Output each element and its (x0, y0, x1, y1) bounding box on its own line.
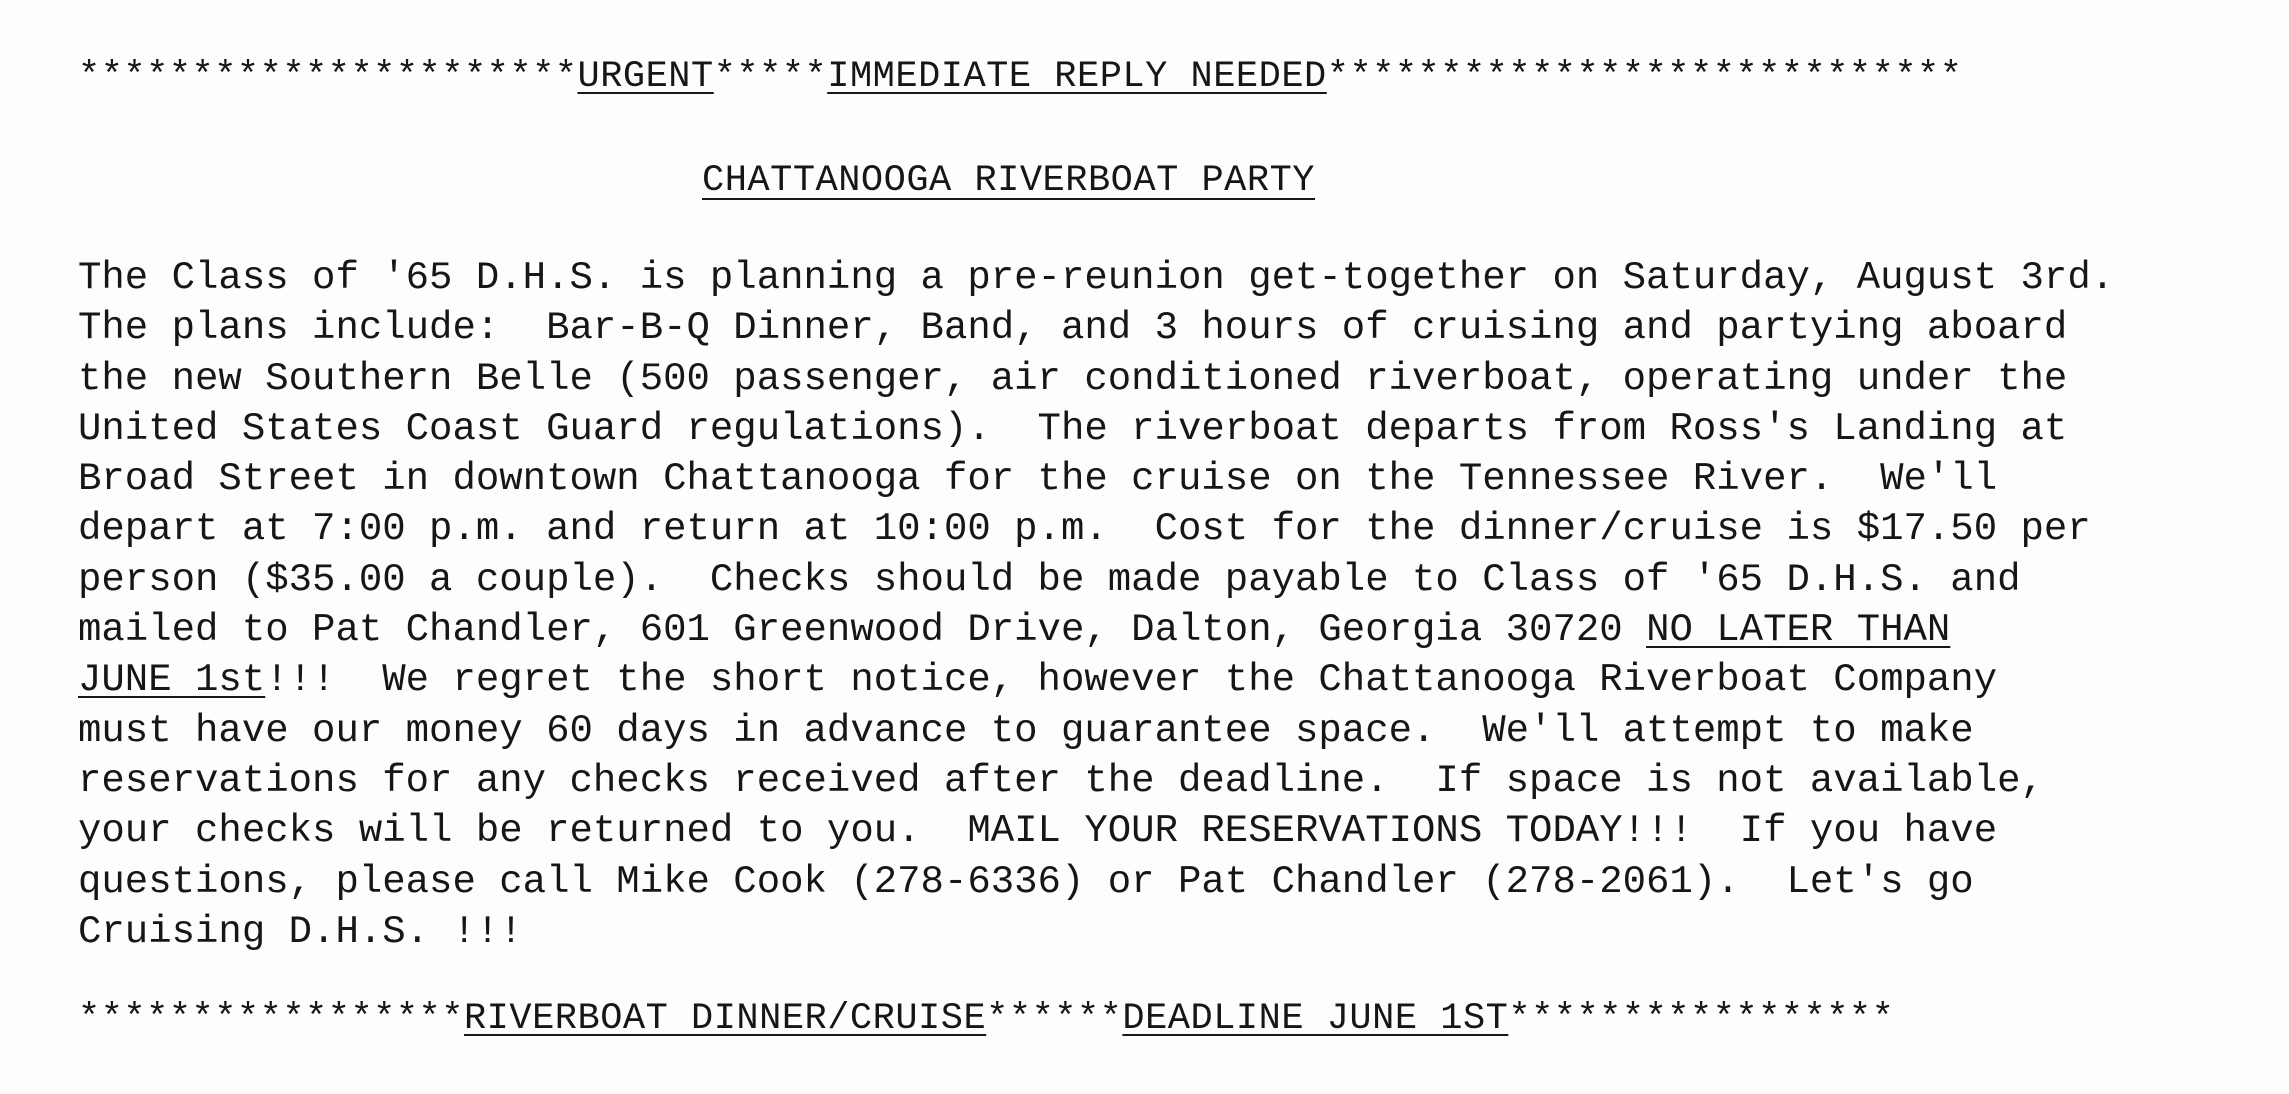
header-stars-left: ********************** (78, 56, 578, 98)
footer-banner (78, 998, 1894, 1040)
body-line: The plans include: Bar-B-Q Dinner, Band, and 3 hours of cruising and partying aboard (78, 306, 2068, 351)
footer-stars-left: ***************** (78, 998, 464, 1040)
body-line: United States Coast Guard regulations). The riverboat departs from Ross's Landing at (78, 406, 2068, 451)
page-title: CHATTANOOGA RIVERBOAT PARTY (702, 160, 1315, 202)
body-line: the new Southern Belle (500 passenger, air conditioned riverboat, operating under the (78, 356, 2068, 401)
body-line: person ($35.00 a couple). Checks should be made payable to Class of '65 D.H.S. and (78, 557, 2021, 602)
riverboat-dinner-label: RIVERBOAT DINNER/CRUISE (463, 998, 987, 1040)
deadline-label: DEADLINE JUNE 1ST (1122, 998, 1509, 1040)
immediate-reply-label: IMMEDIATE REPLY NEEDED (827, 56, 1327, 98)
header-stars-right: **************************** (1326, 56, 1963, 98)
body-line: must have our money 60 days in advance to guarantee space. We'll attempt to make (78, 708, 1974, 753)
footer-stars-mid: ****** (986, 998, 1123, 1040)
body-line: Cruising D.H.S. !!! (78, 909, 523, 954)
body-line: depart at 7:00 p.m. and return at 10:00 p.m. Cost for the dinner/cruise is $17.50 per (78, 507, 2091, 552)
body-line-text: !!! We regret the short notice, however the Chattanooga Riverboat Company (265, 658, 1998, 703)
body-line (78, 655, 2278, 705)
body-line: questions, please call Mike Cook (278-6336) or Pat Chandler (278-2061). Let's go (78, 859, 1974, 904)
urgent-label: URGENT (577, 56, 714, 98)
body-line: reservations for any checks received after the deadline. If space is not available, (78, 758, 2044, 803)
announcement-body (78, 253, 2278, 957)
body-line: Broad Street in downtown Chattanooga for the cruise on the Tennessee River. We'll (78, 457, 1998, 502)
footer-stars-right: ***************** (1508, 998, 1895, 1040)
body-line: your checks will be returned to you. MAIL YOUR RESERVATIONS TODAY!!! If you have (78, 809, 1998, 854)
deadline-emphasis: NO LATER THAN (1646, 608, 1951, 653)
body-line: The Class of '65 D.H.S. is planning a pre-reunion get-together on Saturday, August 3rd. (78, 256, 2115, 300)
header-banner (78, 56, 1962, 98)
body-line (78, 605, 2278, 655)
body-line-text: mailed to Pat Chandler, 601 Greenwood Drive, Dalton, Georgia 30720 (78, 608, 1647, 653)
header-stars-mid: ***** (713, 56, 828, 98)
deadline-emphasis-date: JUNE 1st (78, 658, 266, 703)
